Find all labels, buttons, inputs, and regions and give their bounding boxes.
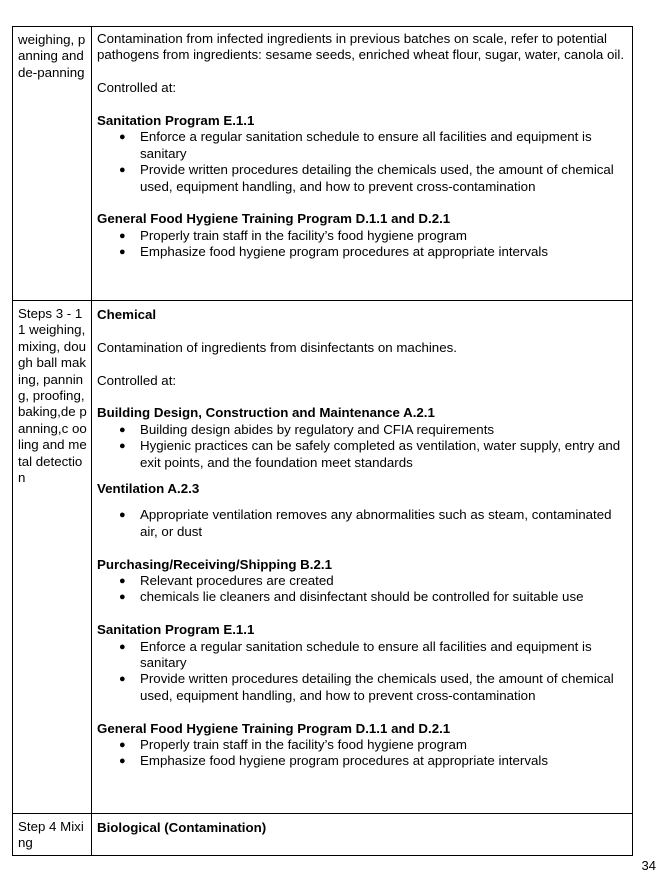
bullet-list [118,639,626,705]
list-item: ● Properly train staff in the facility’s food hygiene program [118,737,626,753]
page-number: 34 [641,858,656,873]
step-text: Step 4 Mixing [18,819,84,851]
hazard-description: Contamination from infected ingredients in previous batches on scale, refer to potential pathogens from ingredients: sesame seeds, enriched wheat flour, sugar, water, canola oil. [97,31,625,63]
bullet-list [118,228,626,261]
list-item: ● Relevant procedures are created [118,573,626,589]
step-text: Steps 3 - 11 weighing, mixing, dough ball making, panning, proofing, baking,de panning,c ooling and metal detection [18,306,87,486]
program-heading: Sanitation Program E.1.1 [97,113,255,128]
list-item: ● Emphasize food hygiene program procedures at appropriate intervals [118,753,626,769]
hazard-type: Biological (Contamination) [97,820,267,835]
hazard-description: Contamination of ingredients from disinfectants on machines. [97,339,457,355]
hazard-cell [92,27,633,301]
list-item: ● chemicals lie cleaners and disinfectant should be controlled for suitable use [118,589,626,605]
hazard-cell [92,301,633,814]
bullet-list [118,737,626,770]
bullet-list [118,422,626,471]
list-item: ● Emphasize food hygiene program procedures at appropriate intervals [118,244,626,260]
step-cell [13,27,92,301]
program-heading: Sanitation Program E.1.1 [97,622,255,638]
hazard-type: Chemical [97,307,157,322]
list-item: ● Enforce a regular sanitation schedule to ensure all facilities and equipment is sanitary [118,129,626,162]
list-item: ● Hygienic practices can be safely completed as ventilation, water supply, entry and exit points, and the foundation meet standards [118,438,626,471]
list-item: ● Building design abides by regulatory and CFIA requirements [118,422,626,438]
controlled-at-label: Controlled at: [97,372,177,388]
list-item: ● Provide written procedures detailing the chemicals used, the amount of chemical used, equipment handling, and how to prevent cross-contamination [118,162,626,195]
program-heading: Ventilation A.2.3 [97,481,200,497]
step-cell [13,814,92,856]
hazard-cell [92,814,633,856]
step-text: weighing, panning and de-panning [18,32,86,80]
bullet-list [118,507,626,540]
program-heading: Purchasing/Receiving/Shipping B.2.1 [97,556,332,572]
controlled-at-label: Controlled at: [97,80,177,96]
list-item: ● Properly train staff in the facility’s food hygiene program [118,228,626,244]
step-cell [13,301,92,814]
program-heading: General Food Hygiene Training Program D.1.1 and D.2.1 [97,720,451,736]
list-item: ● Appropriate ventilation removes any abnormalities such as steam, contaminated air, or dust [118,507,626,540]
table-row [13,27,633,301]
hazard-table [12,26,633,856]
list-item: ● Provide written procedures detailing the chemicals used, the amount of chemical used, equipment handling, and how to prevent cross-contamination [118,671,626,704]
program-heading: Building Design, Construction and Maintenance A.2.1 [97,405,435,421]
table-row [13,814,633,856]
bullet-list [118,129,626,195]
table-row [13,301,633,814]
program-heading: General Food Hygiene Training Program D.1.1 and D.2.1 [97,211,451,227]
bullet-list [118,573,626,606]
list-item: ● Enforce a regular sanitation schedule to ensure all facilities and equipment is sanitary [118,639,626,672]
